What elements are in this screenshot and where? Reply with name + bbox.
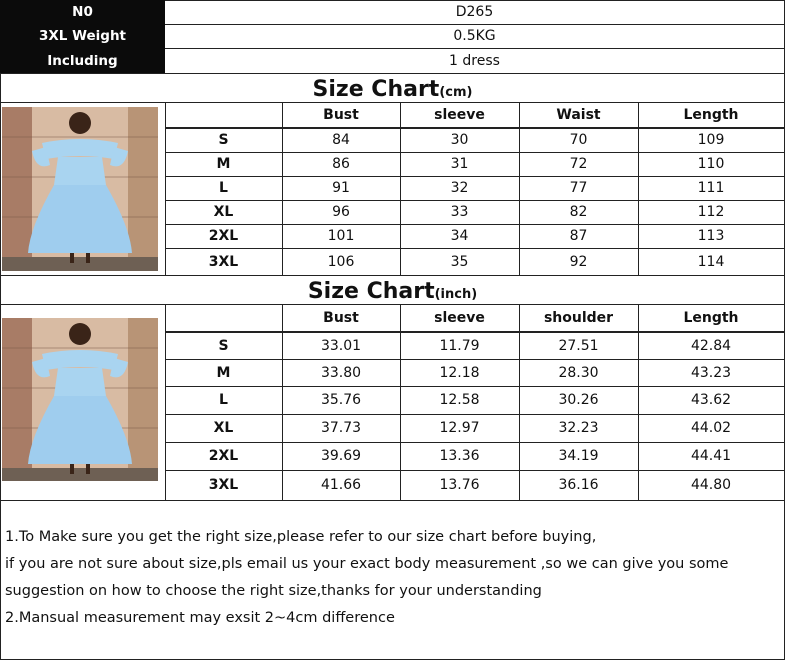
table-cell: 87 (569, 228, 588, 244)
info-label-model: N0 (0, 0, 165, 24)
inch-header-length: Length (683, 310, 739, 326)
info-value-model: D265 (455, 4, 494, 20)
table-cell: 110 (697, 156, 725, 172)
table-cell: 12.97 (439, 420, 480, 436)
table-cell: 12.18 (439, 364, 480, 381)
inch-size-xl: XL (213, 420, 234, 436)
table-cell: 96 (332, 204, 350, 220)
inch-header-bust: Bust (323, 310, 359, 326)
table-cell: 43.23 (690, 364, 732, 381)
dress-photo-1-art (2, 107, 158, 271)
table-cell: 109 (697, 132, 725, 148)
table-cell: 35 (450, 253, 469, 270)
inch-unit-text: (inch) (434, 287, 478, 302)
cm-size-m: M (216, 156, 231, 172)
table-cell: 33 (450, 204, 469, 220)
cm-size-3xl: 3XL (208, 253, 239, 270)
table-cell: 27.51 (558, 337, 599, 354)
inch-size-m: M (216, 364, 231, 381)
table-cell: 82 (569, 204, 588, 220)
table-cell: 112 (697, 204, 725, 220)
cm-title-text: Size Chart (312, 77, 440, 102)
table-cell: 32.23 (558, 420, 599, 436)
table-cell: 106 (327, 253, 355, 270)
inch-size-2xl: 2XL (208, 448, 239, 464)
inch-size-l: L (219, 392, 228, 408)
table-cell: 28.30 (558, 364, 599, 381)
table-cell: 44.02 (690, 420, 732, 436)
info-label-weight: 3XL Weight (0, 24, 165, 48)
inch-header-shoulder: shoulder (543, 310, 614, 326)
table-cell: 33.01 (320, 337, 362, 354)
table-cell: 92 (569, 253, 588, 270)
note-line: if you are not sure about size,pls email us your exact body measurement ,so we can give you some (5, 556, 729, 572)
info-value-including: 1 dress (449, 52, 500, 69)
table-cell: 36.16 (558, 477, 599, 493)
table-cell: 13.36 (439, 448, 480, 464)
table-cell: 41.66 (320, 477, 362, 493)
cm-header-waist: Waist (556, 107, 601, 123)
cm-header-length: Length (683, 107, 739, 123)
table-cell: 33.80 (320, 364, 362, 381)
table-cell: 34 (450, 228, 469, 244)
inch-title-text: Size Chart (307, 279, 435, 304)
cm-size-2xl: 2XL (208, 228, 239, 244)
table-cell: 11.79 (439, 337, 480, 354)
note-line: suggestion on how to choose the right size,thanks for your understanding (5, 583, 542, 599)
info-label-including: Including (0, 48, 165, 73)
table-cell: 77 (569, 180, 588, 196)
cm-header-sleeve: sleeve (434, 107, 485, 123)
inch-size-s: S (218, 337, 229, 354)
note-line: 1.To Make sure you get the right size,please refer to our size chart before buying, (5, 529, 597, 545)
note-line: 2.Mansual measurement may exsit 2~4cm difference (5, 610, 395, 626)
table-cell: 72 (569, 156, 588, 172)
table-cell: 111 (697, 180, 725, 196)
inch-header-sleeve: sleeve (434, 310, 485, 326)
dress-photo-2 (2, 318, 158, 481)
table-cell: 84 (332, 132, 350, 148)
table-cell: 35.76 (320, 392, 362, 408)
table-cell: 30.26 (558, 392, 599, 408)
table-cell: 31 (450, 156, 469, 172)
size-chart-inch-title (0, 275, 785, 304)
table-cell: 12.58 (439, 392, 480, 408)
table-cell: 43.62 (690, 392, 732, 408)
dress-photo-2-art (2, 318, 158, 481)
cm-size-xl: XL (213, 204, 234, 220)
inch-size-3xl: 3XL (208, 477, 239, 493)
cm-header-bust: Bust (323, 107, 359, 123)
cm-size-l: L (219, 180, 228, 196)
table-cell: 34.19 (558, 448, 599, 464)
table-cell: 37.73 (320, 420, 362, 436)
table-cell: 114 (697, 253, 725, 270)
table-cell: 32 (450, 180, 469, 196)
table-cell: 101 (327, 228, 355, 244)
table-cell: 44.41 (690, 448, 732, 464)
cm-size-s: S (218, 132, 229, 148)
size-notes (5, 524, 780, 632)
table-cell: 30 (450, 132, 469, 148)
table-cell: 13.76 (439, 477, 480, 493)
table-cell: 70 (569, 132, 588, 148)
table-cell: 86 (332, 156, 350, 172)
size-chart-cm-title (0, 73, 785, 102)
table-cell: 39.69 (320, 448, 362, 464)
table-cell: 44.80 (690, 477, 732, 493)
dress-photo-1 (2, 107, 158, 271)
table-cell: 42.84 (690, 337, 732, 354)
table-cell: 113 (697, 228, 725, 244)
info-value-weight: 0.5KG (453, 28, 496, 44)
table-cell: 91 (332, 180, 350, 196)
cm-unit-text: (cm) (439, 85, 473, 100)
